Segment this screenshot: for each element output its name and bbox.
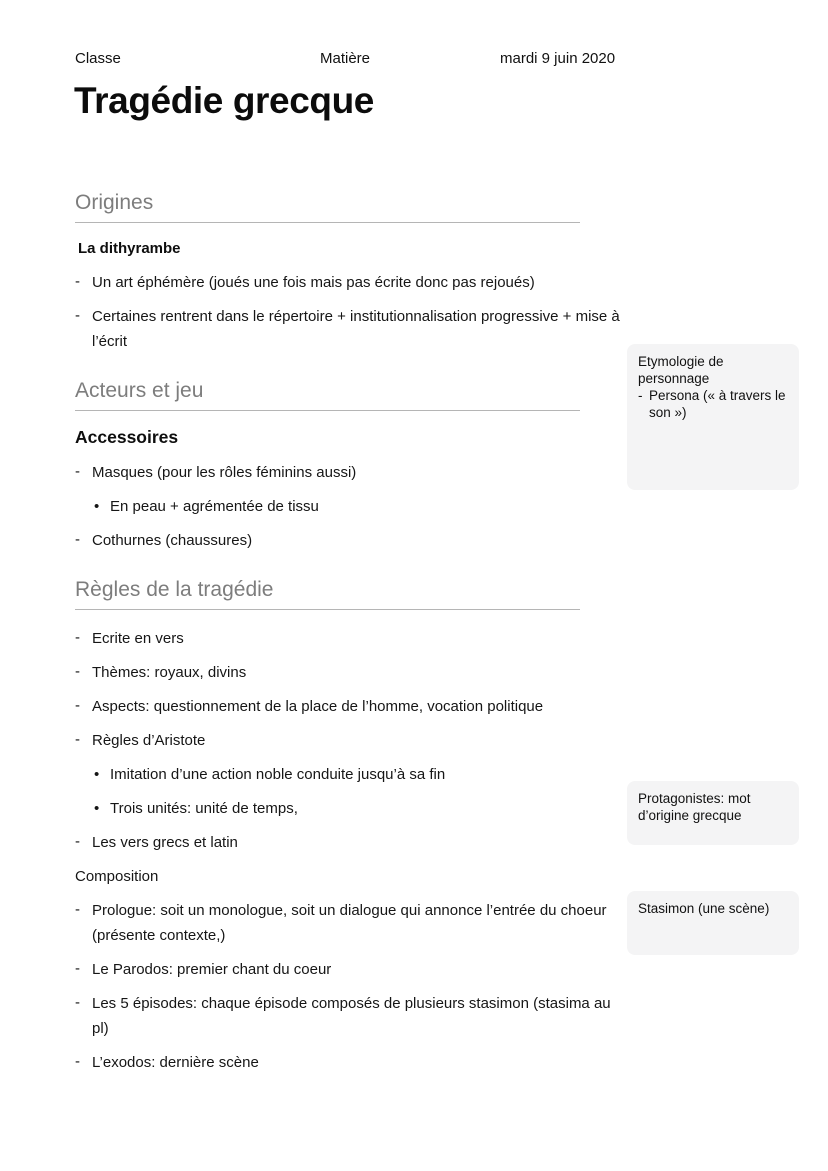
header-class-label: Classe xyxy=(75,50,121,67)
margin-note[interactable] xyxy=(627,344,799,490)
dot-bullet-marker: • xyxy=(94,766,100,783)
list-item-text: Imitation d’une action noble conduite jusqu’à sa fin xyxy=(110,766,446,783)
list-item-text: Prologue: soit un monologue, soit un dialogue qui annonce l’entrée du choeur (présente contexte,) xyxy=(92,902,607,944)
dash-bullet-marker: - xyxy=(75,731,80,748)
dash-bullet-marker: - xyxy=(75,994,80,1011)
list-item xyxy=(75,304,621,354)
dash-bullet-marker: - xyxy=(75,531,80,548)
note-body[interactable] xyxy=(75,190,621,1084)
list-item xyxy=(75,694,621,719)
list-item-text: Masques (pour les rôles féminins aussi) xyxy=(92,464,357,481)
sub-list-item xyxy=(75,494,621,519)
margin-note-title: Stasimon (une scène) xyxy=(638,901,770,916)
dot-bullet-marker: • xyxy=(94,498,100,515)
dash-bullet-marker: - xyxy=(75,663,80,680)
section-heading-acteurs: Acteurs et jeu xyxy=(75,378,580,411)
paragraph: Composition xyxy=(75,868,159,885)
dash-bullet-marker: - xyxy=(75,463,80,480)
list-item-text: En peau + agrémentée de tissu xyxy=(110,498,319,515)
dash-bullet-marker: - xyxy=(75,273,80,290)
list-item-text: Un art éphémère (joués une fois mais pas écrite donc pas rejoués) xyxy=(92,274,535,291)
dash-bullet-marker: - xyxy=(638,388,643,403)
margin-note-bullet xyxy=(638,387,788,421)
list-item-text: Ecrite en vers xyxy=(92,630,184,647)
header-subject-label: Matière xyxy=(320,50,371,67)
list-item-text: Cothurnes (chaussures) xyxy=(92,532,253,549)
dot-bullet-marker: • xyxy=(94,800,100,817)
section-heading-origines: Origines xyxy=(75,190,580,223)
subheading: La dithyrambe xyxy=(78,240,181,257)
list-item xyxy=(75,728,621,753)
sub-list-item xyxy=(75,796,621,821)
list-item xyxy=(75,626,621,651)
margin-note[interactable] xyxy=(627,891,799,955)
list-item xyxy=(75,660,621,685)
sub-list-item xyxy=(75,762,621,787)
list-item-text: Certaines rentrent dans le répertoire + institutionnalisation progressive + mise à l’écrit xyxy=(92,308,620,350)
list-item-text: Les vers grecs et latin xyxy=(92,834,238,851)
dash-bullet-marker: - xyxy=(75,901,80,918)
dash-bullet-marker: - xyxy=(75,1053,80,1070)
list-item-text: Le Parodos: premier chant du coeur xyxy=(92,961,332,978)
list-item-text: Aspects: questionnement de la place de l’homme, vocation politique xyxy=(92,698,544,715)
list-item xyxy=(75,1050,621,1075)
list-item xyxy=(75,991,621,1041)
list-item xyxy=(75,270,621,295)
dash-bullet-marker: - xyxy=(75,697,80,714)
dash-bullet-marker: - xyxy=(75,307,80,324)
list-item xyxy=(75,898,621,948)
margin-note-title: Protagonistes: mot d’origine grecque xyxy=(638,791,751,823)
margin-note-title: Etymologie de personnage xyxy=(638,354,724,386)
header-date: mardi 9 juin 2020 xyxy=(500,50,616,67)
list-item-text: L’exodos: dernière scène xyxy=(92,1054,259,1071)
list-item-text: Règles d’Aristote xyxy=(92,732,206,749)
section-heading-regles: Règles de la tragédie xyxy=(75,577,580,610)
list-item xyxy=(75,528,621,553)
list-item-text: Thèmes: royaux, divins xyxy=(92,664,247,681)
list-item xyxy=(75,830,621,855)
margin-note-bullet-text: Persona (« à travers le son ») xyxy=(649,388,786,420)
subheading: Accessoires xyxy=(75,427,179,447)
list-item-text: Les 5 épisodes: chaque épisode composés de plusieurs stasimon (stasima au pl) xyxy=(92,995,611,1037)
list-item xyxy=(75,460,621,485)
page-title: Tragédie grecque xyxy=(74,80,374,121)
dash-bullet-marker: - xyxy=(75,960,80,977)
dash-bullet-marker: - xyxy=(75,833,80,850)
dash-bullet-marker: - xyxy=(75,629,80,646)
list-item-text: Trois unités: unité de temps, xyxy=(110,800,298,817)
list-item xyxy=(75,957,621,982)
margin-note[interactable] xyxy=(627,781,799,845)
